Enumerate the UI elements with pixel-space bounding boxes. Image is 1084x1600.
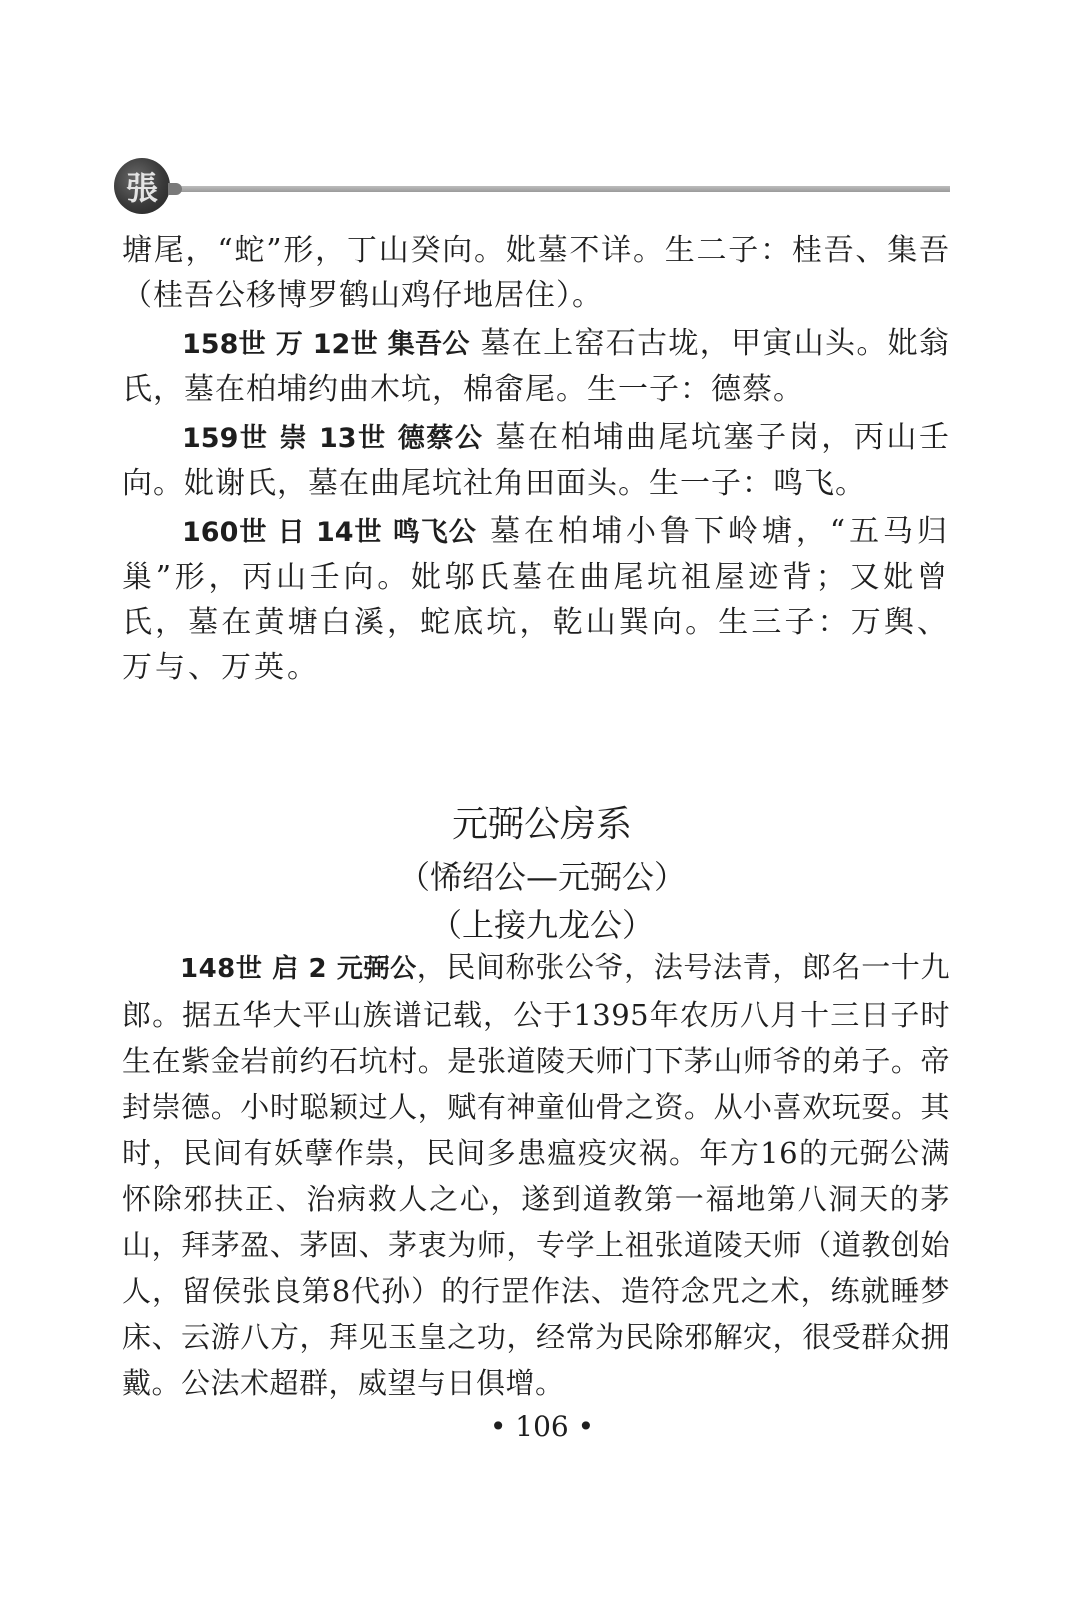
header-rule [168,186,950,192]
intro-paragraph: 塘尾，“蛇”形，丁山癸向。妣墓不详。生二子：桂吾、集吾（桂吾公移博罗鹤山鸡仔地居住）。 [122,233,950,313]
biography-text: ，民间称张公爷，法号法青，郎名一十九郎。据五华大平山族谱记载，公于1395年农历八月十三日子时生在紫金岩前约石坑村。是张道陵天师门下茅山师爷的弟子。帝封崇德。小时聪颖过人，赋有神童仙骨之资。从小喜欢玩耍。其时，民间有妖孽作祟，民间多患瘟疫灾祸。年方16的元弼公满怀除邪扶正、治病救人之心，遂到道教第一福地第八洞天的茅山，拜茅盈、茅固、茅衷为师，专学上祖张道陵天师（道教创始人，留侯张良第8代孙）的行罡作法、造符念咒之术，练就睡梦床、云游八方，拜见玉皇之功，经常为民除邪解灾，很受群众拥戴。公法术超群，威望与日俱增。 [122,950,950,1400]
entry-160 [122,509,950,690]
entry-text: 墓在柏埔曲尾坑塞子岗，丙山壬向。妣谢氏，墓在曲尾坑社角田面头。生一子：鸣飞。 [122,420,950,501]
biography-paragraph [122,944,950,1406]
zhang-logo-icon: 張 [114,158,170,214]
section-top [122,228,950,690]
entry-generation: 160世 日 14世 鸣飞公 [182,517,477,548]
entry-text: 墓在柏埔小鲁下岭塘，“五马归巢”形，丙山壬向。妣邬氏墓在曲尾坑祖屋迹背；又妣曾氏，墓在黄塘白溪，蛇底坑，乾山巽向。生三子：万舆、万与、万英。 [122,514,950,685]
entry-159 [122,415,950,506]
page-header [110,158,950,218]
entry-text: 墓在上窑石古垅，甲寅山头。妣翁氏，墓在柏埔约曲木坑，棉畲尾。生一子：德蔡。 [122,326,950,407]
section-subtitle: （悕绍公—元弼公） [397,858,686,896]
entry-generation: 158世 万 12世 集吾公 [182,329,470,360]
entry-158 [122,321,950,412]
entry-generation: 148世 启 2 元弼公 [180,954,417,984]
section-title: 元弼公房系 [451,804,632,845]
section-subtitle-2: （上接九龙公） [429,906,654,944]
entry-generation: 159世 崇 13世 德蔡公 [182,423,484,454]
page-number: • 106 • [489,1410,595,1443]
section-bottom [122,944,950,1406]
